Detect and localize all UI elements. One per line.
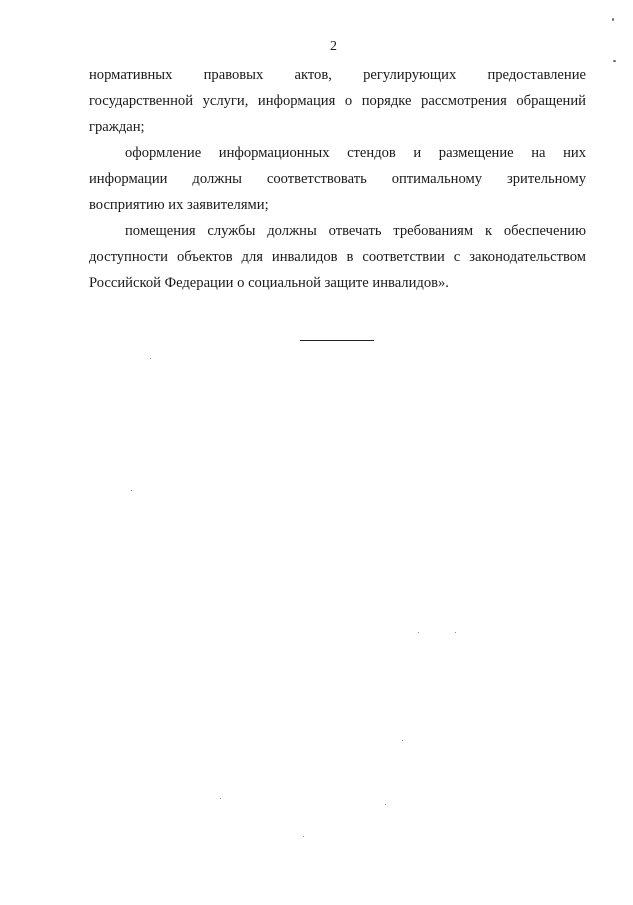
scan-speck — [385, 804, 386, 805]
line-1: нормативных правовых актов, регулирующих предоставление — [89, 67, 586, 83]
line-2: информации должны соответствовать оптимальному зрительному — [89, 171, 586, 187]
line-1: оформление информационных стендов и размещение на них — [125, 145, 586, 161]
line-2: государственной услуги, информация о порядке рассмотрения обращений — [89, 93, 586, 109]
line-3: восприятию их заявителями; — [89, 197, 269, 213]
scan-speck — [455, 632, 456, 633]
paragraph-regulatory-acts — [89, 62, 586, 140]
scan-speck — [418, 632, 419, 633]
line-1: помещения службы должны отвечать требованиям к обеспечению — [125, 223, 586, 239]
paragraph-info-stands — [89, 140, 586, 218]
scan-speck — [612, 18, 614, 21]
scan-speck — [131, 490, 132, 491]
page-number: 2 — [330, 39, 337, 54]
line-3: Российской Федерации о социальной защите инвалидов». — [89, 275, 449, 291]
scan-speck — [613, 60, 616, 62]
body-text — [89, 62, 586, 296]
scan-speck — [402, 740, 403, 741]
line-3: граждан; — [89, 119, 145, 135]
scan-speck — [220, 798, 221, 799]
line-2: доступности объектов для инвалидов в соответствии с законодательством — [89, 249, 586, 265]
scan-speck — [150, 358, 151, 359]
scan-speck — [303, 836, 304, 837]
paragraph-accessibility — [89, 218, 586, 296]
end-divider-line — [300, 340, 374, 341]
